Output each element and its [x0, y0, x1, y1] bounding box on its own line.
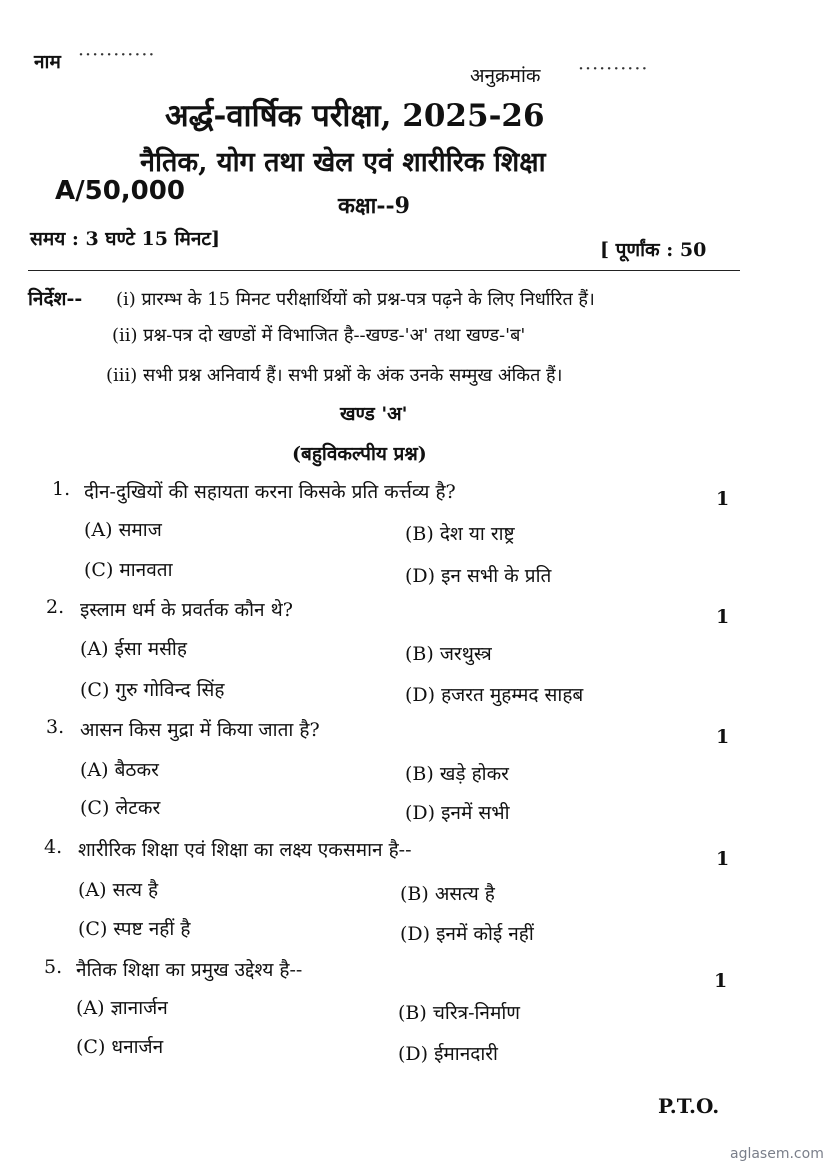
option-d: (D) इन सभी के प्रति	[405, 565, 552, 587]
subject-title: नैतिक, योग तथा खेल एवं शारीरिक शिक्षा	[140, 147, 546, 178]
question-number: 2.	[46, 596, 65, 618]
option-d: (D) हजरत मुहम्मद साहब	[405, 684, 584, 706]
option-b: (B) जरथुस्त्र	[405, 643, 492, 665]
question-number: 1.	[52, 478, 71, 500]
instruction-1: (i) प्रारम्भ के 15 मिनट परीक्षार्थियों को प्रश्न-पत्र पढ़ने के लिए निर्धारित हैं।	[116, 289, 595, 310]
option-a: (A) ईसा मसीह	[80, 638, 187, 660]
time-label: समय : 3 घण्टे 15 मिनट]	[30, 228, 220, 250]
question-marks: 1	[716, 606, 730, 628]
question-marks: 1	[716, 726, 730, 748]
section-title: खण्ड 'अ'	[340, 403, 408, 425]
option-b: (B) देश या राष्ट्र	[405, 523, 515, 545]
option-c: (C) गुरु गोविन्द सिंह	[80, 679, 225, 701]
question-number: 5.	[44, 956, 63, 978]
option-b: (B) चरित्र-निर्माण	[398, 1002, 520, 1024]
question-marks: 1	[716, 488, 730, 510]
instruction-2: (ii) प्रश्न-पत्र दो खण्डों में विभाजित है--खण्ड-'अ' तथा खण्ड-'ब'	[112, 325, 526, 346]
option-c: (C) लेटकर	[80, 797, 161, 819]
option-c: (C) स्पष्ट नहीं है	[78, 918, 191, 940]
option-a: (A) ज्ञानार्जन	[76, 997, 168, 1019]
question-text: दीन-दुखियों की सहायता करना किसके प्रति कर्त्तव्य है?	[84, 481, 456, 503]
question-number: 4.	[44, 836, 63, 858]
option-d: (D) इनमें कोई नहीं	[400, 923, 534, 945]
question-text: इस्लाम धर्म के प्रवर्तक कौन थे?	[80, 599, 293, 621]
exam-title: अर्द्ध-वार्षिक परीक्षा, 2025-26	[165, 98, 545, 134]
option-b: (B) खड़े होकर	[405, 763, 509, 785]
question-marks: 1	[716, 848, 730, 870]
option-d: (D) इनमें सभी	[405, 802, 510, 824]
option-a: (A) सत्य है	[78, 879, 159, 901]
page-turn-note: P.T.O.	[658, 1094, 720, 1118]
question-text: नैतिक शिक्षा का प्रमुख उद्देश्य है--	[76, 959, 303, 981]
option-a: (A) बैठकर	[80, 759, 159, 781]
class-label: कक्षा--9	[338, 193, 410, 219]
watermark-text: aglasem.com	[730, 1146, 824, 1162]
total-marks: [ पूर्णांक : 50	[600, 239, 707, 261]
option-b: (B) असत्य है	[400, 883, 495, 905]
paper-code: A/50,000	[55, 176, 185, 206]
option-c: (C) धनार्जन	[76, 1036, 164, 1058]
option-d: (D) ईमानदारी	[398, 1043, 498, 1065]
name-label: नाम	[34, 51, 61, 73]
question-text: आसन किस मुद्रा में किया जाता है?	[80, 719, 320, 741]
roll-number-dots: ··········	[578, 58, 649, 80]
name-field-dots: ···········	[78, 44, 156, 66]
section-subtitle: (बहुविकल्पीय प्रश्न)	[292, 443, 427, 465]
header-divider	[28, 270, 740, 271]
instructions-label: निर्देश--	[28, 288, 83, 310]
question-number: 3.	[46, 716, 65, 738]
roll-number-label: अनुक्रमांक	[470, 65, 541, 87]
option-c: (C) मानवता	[84, 559, 173, 581]
question-marks: 1	[714, 970, 728, 992]
instruction-3: (iii) सभी प्रश्न अनिवार्य हैं। सभी प्रश्नों के अंक उनके सम्मुख अंकित हैं।	[106, 365, 563, 386]
question-text: शारीरिक शिक्षा एवं शिक्षा का लक्ष्य एकसमान है--	[78, 839, 412, 861]
option-a: (A) समाज	[84, 519, 162, 541]
